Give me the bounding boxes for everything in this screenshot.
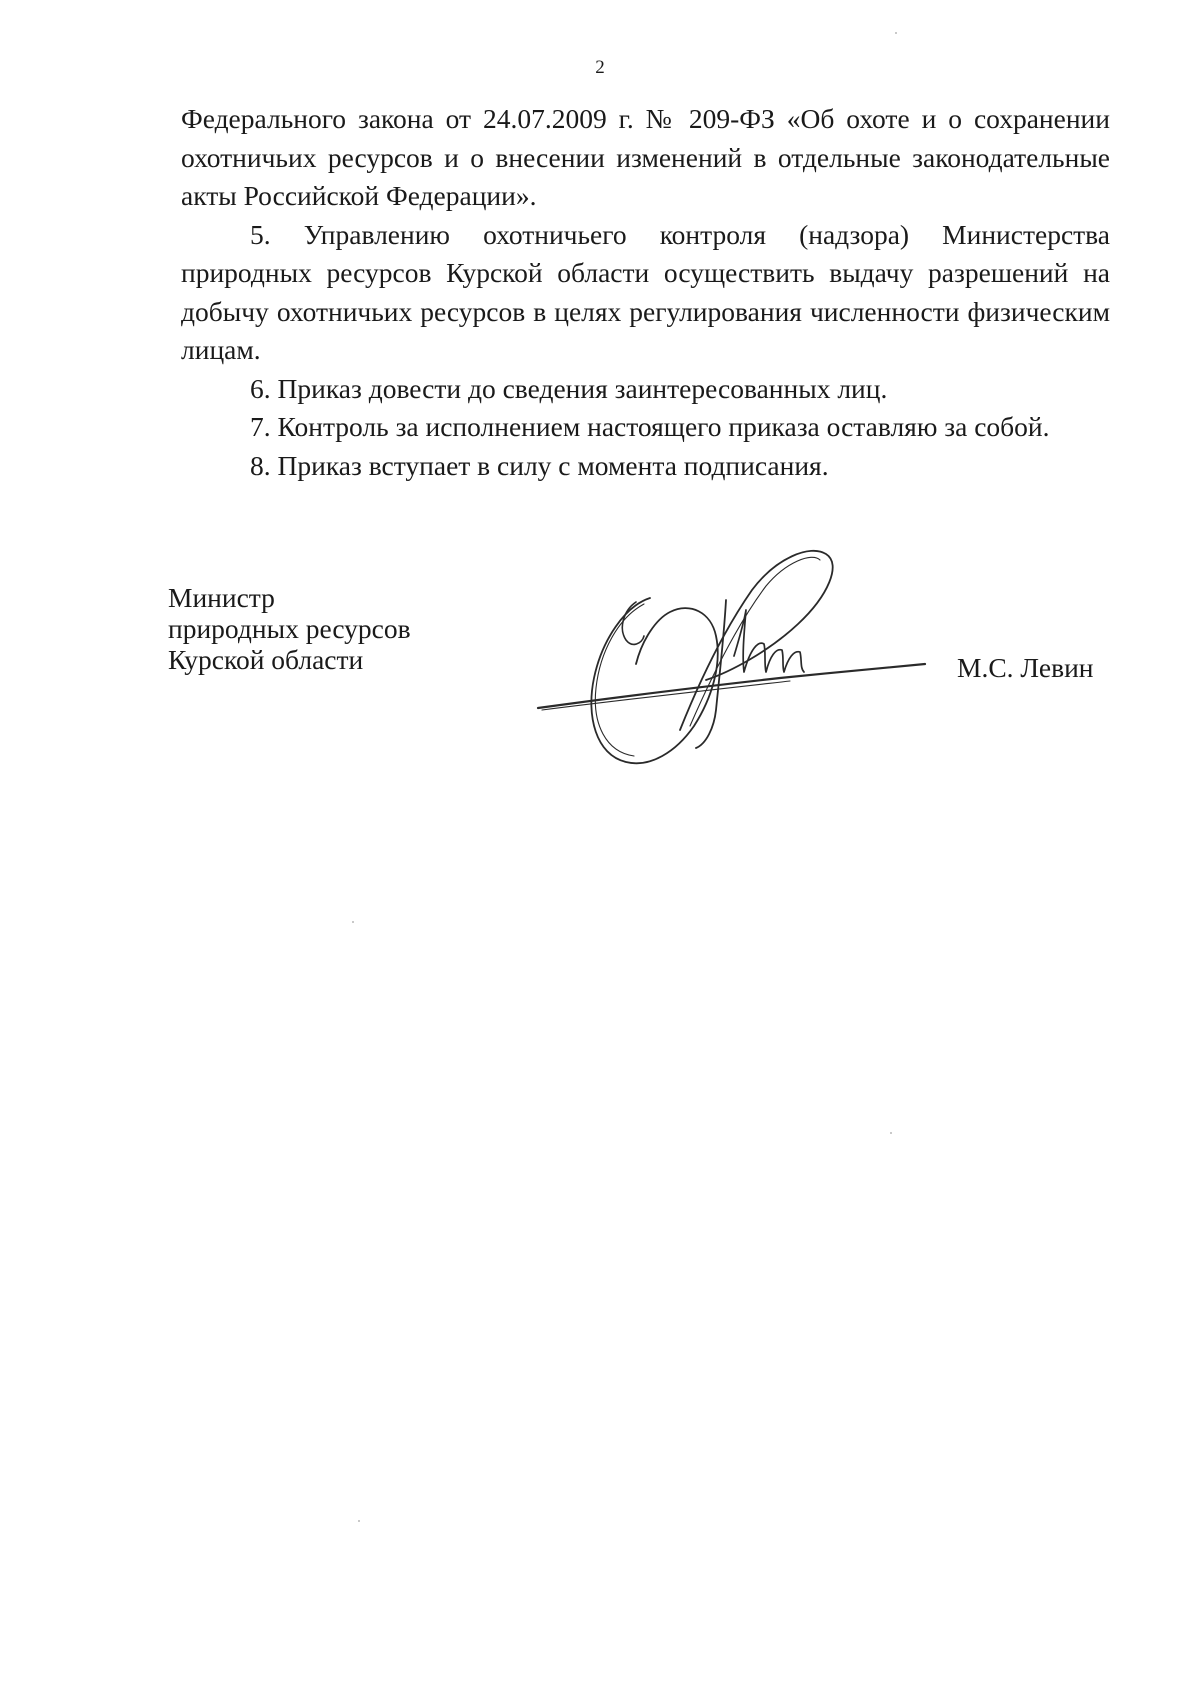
signatory-title-line: Министр [168,582,275,613]
handwritten-signature [530,540,930,790]
signatory-title [168,582,411,675]
page-number: 2 [595,57,605,78]
paragraph-item-6: 6. Приказ довести до сведения заинтересованных лиц. [250,372,888,404]
scan-speck [358,1520,360,1522]
scan-speck [895,32,897,34]
scan-speck [890,1132,892,1134]
paragraph-item-7: 7. Контроль за исполнением настоящего приказа оставляю за собой. [250,411,1050,442]
signatory-name: М.С. Левин [957,652,1094,683]
signatory-title-line: Курской области [168,644,364,675]
document-body [181,100,1110,485]
paragraph-law-reference: Федерального закона от 24.07.2009 г. № 209-ФЗ «Об охоте и о сохранении охотничьих ресурсов и о внесении изменений в отдельные законодательные акты Российской Федерации». [181,103,1110,211]
paragraph-item-8: 8. Приказ вступает в силу с момента подписания. [250,449,829,481]
scan-speck [352,921,354,923]
paragraph-item-5: 5. Управлению охотничьего контроля (надзора) Министерства природных ресурсов Курской области осуществить выдачу разрешений на добычу охотничьих ресурсов в целях регулирования численности физическим лицам. [181,218,1110,365]
signatory-title-line: природных ресурсов [168,613,411,644]
